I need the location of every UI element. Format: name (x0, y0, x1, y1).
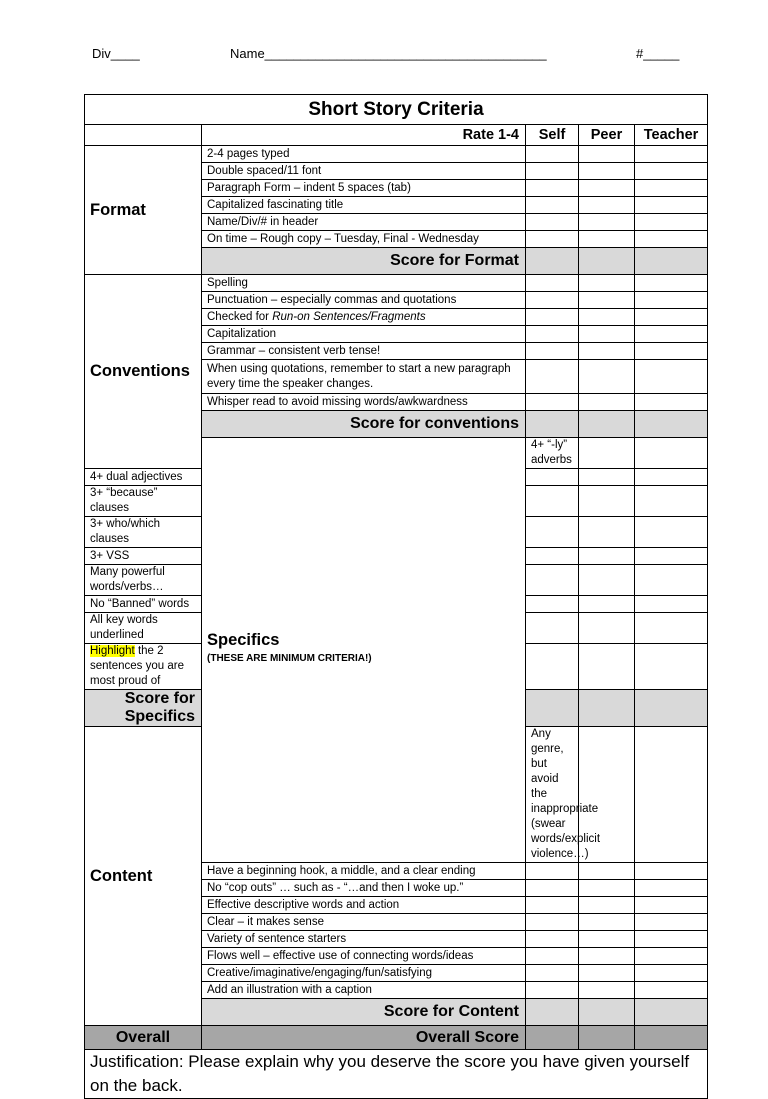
teacher-rating-cell[interactable] (635, 394, 708, 411)
format-category (85, 146, 202, 275)
specifics-category (202, 438, 526, 863)
blank-header-cell (85, 125, 202, 146)
self-rating-cell[interactable] (526, 613, 579, 644)
peer-rating-cell[interactable] (579, 197, 635, 214)
criterion-text: Spelling (202, 275, 526, 292)
peer-score-cell[interactable] (579, 411, 635, 438)
category-label: Conventions (90, 362, 190, 380)
self-rating-cell[interactable] (526, 644, 579, 690)
peer-rating-cell[interactable] (579, 914, 635, 931)
criterion-text: Effective descriptive words and action (202, 897, 526, 914)
criterion-text: Paragraph Form – indent 5 spaces (tab) (202, 180, 526, 197)
justification-text: Justification: Please explain why you deserve the score you have given yourself on the back. (85, 1050, 708, 1099)
self-rating-cell[interactable] (526, 914, 579, 931)
teacher-rating-cell[interactable] (635, 880, 708, 897)
teacher-rating-cell[interactable] (635, 309, 708, 326)
self-rating-cell[interactable] (526, 965, 579, 982)
teacher-score-cell[interactable] (635, 248, 708, 275)
peer-rating-cell[interactable] (579, 486, 635, 517)
teacher-rating-cell[interactable] (635, 197, 708, 214)
peer-rating-cell[interactable] (635, 727, 708, 863)
teacher-rating-cell[interactable] (635, 180, 708, 197)
criterion-text: 2-4 pages typed (202, 146, 526, 163)
peer-rating-cell[interactable] (579, 180, 635, 197)
category-label: Specifics (207, 631, 280, 649)
self-header: Self (526, 125, 579, 146)
criterion-text: Creative/imaginative/engaging/fun/satisfying (202, 965, 526, 982)
self-rating-cell[interactable] (526, 469, 579, 486)
score-label: Score for conventions (202, 411, 526, 438)
teacher-rating-cell[interactable] (635, 469, 708, 486)
criterion-text (202, 309, 526, 326)
teacher-rating-cell[interactable] (635, 360, 708, 394)
criterion-text: Have a beginning hook, a middle, and a clear ending (202, 863, 526, 880)
self-rating-cell[interactable] (526, 982, 579, 999)
category-note: (THESE ARE MINIMUM CRITERIA!) (207, 653, 372, 664)
peer-rating-cell[interactable] (579, 613, 635, 644)
teacher-rating-cell[interactable] (635, 163, 708, 180)
self-rating-cell[interactable] (526, 548, 579, 565)
peer-rating-cell[interactable] (579, 292, 635, 309)
teacher-rating-cell[interactable] (635, 343, 708, 360)
teacher-rating-cell[interactable] (635, 231, 708, 248)
self-rating-cell[interactable] (526, 880, 579, 897)
self-score-cell[interactable] (526, 999, 579, 1026)
teacher-rating-cell[interactable] (635, 596, 708, 613)
peer-rating-cell[interactable] (579, 360, 635, 394)
peer-rating-cell[interactable] (579, 214, 635, 231)
criterion-text-italic: Run-on Sentences/Fragments (272, 310, 426, 323)
conventions-category (85, 275, 202, 469)
self-rating-cell[interactable] (526, 231, 579, 248)
peer-rating-cell[interactable] (579, 965, 635, 982)
criterion-text: Grammar – consistent verb tense! (202, 343, 526, 360)
criterion-text: Punctuation – especially commas and quotations (202, 292, 526, 309)
content-category (85, 727, 202, 1026)
justification-row (85, 1050, 708, 1099)
peer-rating-cell[interactable] (635, 438, 708, 469)
criterion-text: Add an illustration with a caption (202, 982, 526, 999)
teacher-rating-cell[interactable] (635, 613, 708, 644)
self-score-cell[interactable] (526, 248, 579, 275)
criterion-text: Many powerful words/verbs… (85, 565, 202, 596)
criterion-text: 4+ dual adjectives (85, 469, 202, 486)
teacher-rating-cell[interactable] (635, 292, 708, 309)
self-rating-cell[interactable] (526, 897, 579, 914)
self-rating-cell[interactable] (526, 394, 579, 411)
score-label: Score for Specifics (85, 690, 202, 727)
teacher-rating-cell[interactable] (635, 914, 708, 931)
teacher-rating-cell[interactable] (635, 517, 708, 548)
self-rating-cell[interactable] (526, 948, 579, 965)
teacher-rating-cell[interactable] (635, 548, 708, 565)
overall-score-label: Overall Score (202, 1026, 526, 1050)
peer-rating-cell[interactable] (579, 343, 635, 360)
peer-rating-cell[interactable] (579, 326, 635, 343)
peer-rating-cell[interactable] (579, 880, 635, 897)
teacher-rating-cell[interactable] (635, 863, 708, 880)
teacher-rating-cell[interactable] (635, 644, 708, 690)
peer-rating-cell[interactable] (579, 309, 635, 326)
div-field[interactable]: Div____ (92, 46, 140, 61)
self-rating-cell[interactable] (526, 309, 579, 326)
self-score-cell[interactable] (526, 690, 579, 727)
self-rating-cell[interactable] (526, 275, 579, 292)
teacher-rating-cell[interactable] (635, 146, 708, 163)
criterion-text: All key words underlined (85, 613, 202, 644)
score-label: Score for Content (202, 999, 526, 1026)
teacher-score-cell[interactable] (635, 411, 708, 438)
self-rating-cell[interactable] (526, 931, 579, 948)
self-rating-cell[interactable] (526, 180, 579, 197)
peer-rating-cell[interactable] (579, 163, 635, 180)
self-rating-cell[interactable] (526, 292, 579, 309)
category-label: Content (90, 866, 153, 885)
peer-rating-cell[interactable] (579, 863, 635, 880)
self-rating-cell[interactable] (526, 565, 579, 596)
peer-rating-cell[interactable] (579, 146, 635, 163)
teacher-rating-cell[interactable] (635, 931, 708, 948)
peer-score-cell[interactable] (579, 690, 635, 727)
teacher-rating-cell[interactable] (635, 948, 708, 965)
peer-rating-cell[interactable] (579, 394, 635, 411)
self-rating-cell[interactable] (526, 596, 579, 613)
column-header-row (85, 125, 708, 146)
teacher-rating-cell[interactable] (635, 965, 708, 982)
teacher-score-cell[interactable] (635, 690, 708, 727)
self-rating-cell[interactable] (526, 486, 579, 517)
criterion-row (85, 146, 708, 163)
peer-rating-cell[interactable] (579, 548, 635, 565)
criterion-text: 4+ “-ly” adverbs (526, 438, 579, 469)
criterion-text: 3+ “because” clauses (85, 486, 202, 517)
peer-rating-cell[interactable] (579, 596, 635, 613)
peer-rating-cell[interactable] (579, 231, 635, 248)
self-rating-cell[interactable] (526, 197, 579, 214)
peer-rating-cell[interactable] (579, 931, 635, 948)
criterion-text-prefix: Checked for (207, 310, 273, 323)
category-label: Format (90, 200, 146, 219)
criterion-text-rest: the 2 sentences you are most proud of (90, 645, 184, 687)
criterion-text: Flows well – effective use of connecting words/ideas (202, 948, 526, 965)
peer-score-cell[interactable] (579, 999, 635, 1026)
title-row (85, 95, 708, 125)
rubric-table (84, 94, 708, 1099)
teacher-rating-cell[interactable] (635, 275, 708, 292)
self-rating-cell[interactable] (526, 326, 579, 343)
overall-label: Overall (85, 1026, 202, 1050)
peer-score-cell[interactable] (579, 248, 635, 275)
criterion-text: Double spaced/11 font (202, 163, 526, 180)
peer-rating-cell[interactable] (579, 275, 635, 292)
peer-rating-cell[interactable] (579, 469, 635, 486)
highlighted-word: Highlight (90, 645, 135, 657)
self-rating-cell[interactable] (526, 163, 579, 180)
teacher-rating-cell[interactable] (635, 897, 708, 914)
peer-rating-cell[interactable] (579, 948, 635, 965)
number-field[interactable]: #_____ (636, 46, 680, 61)
teacher-rating-cell[interactable] (635, 565, 708, 596)
teacher-rating-cell[interactable] (635, 486, 708, 517)
teacher-rating-cell[interactable] (635, 214, 708, 231)
peer-rating-cell[interactable] (579, 982, 635, 999)
criterion-text: Capitalized fascinating title (202, 197, 526, 214)
peer-overall-cell[interactable] (579, 1026, 635, 1050)
self-rating-cell[interactable] (526, 517, 579, 548)
teacher-rating-cell[interactable] (635, 982, 708, 999)
self-score-cell[interactable] (526, 411, 579, 438)
criterion-text: Clear – it makes sense (202, 914, 526, 931)
criterion-text: On time – Rough copy – Tuesday, Final - Wednesday (202, 231, 526, 248)
criterion-text: When using quotations, remember to start a new paragraph every time the speaker changes. (202, 360, 526, 394)
peer-rating-cell[interactable] (579, 897, 635, 914)
criterion-text: Whisper read to avoid missing words/awkwardness (202, 394, 526, 411)
peer-header: Peer (579, 125, 635, 146)
rate-header: Rate 1-4 (202, 125, 526, 146)
self-overall-cell[interactable] (526, 1026, 579, 1050)
overall-row (85, 1026, 708, 1050)
teacher-overall-cell[interactable] (635, 1026, 708, 1050)
self-rating-cell[interactable] (526, 146, 579, 163)
self-rating-cell[interactable] (579, 438, 635, 469)
name-field[interactable]: Name_______________________________________ (230, 46, 547, 61)
teacher-score-cell[interactable] (635, 999, 708, 1026)
criterion-row (85, 275, 708, 292)
self-rating-cell[interactable] (526, 863, 579, 880)
peer-rating-cell[interactable] (579, 644, 635, 690)
criterion-text: Name/Div/# in header (202, 214, 526, 231)
teacher-header: Teacher (635, 125, 708, 146)
teacher-rating-cell[interactable] (635, 326, 708, 343)
criterion-text: Capitalization (202, 326, 526, 343)
peer-rating-cell[interactable] (579, 517, 635, 548)
self-rating-cell[interactable] (526, 214, 579, 231)
peer-rating-cell[interactable] (579, 565, 635, 596)
criterion-text: 3+ VSS (85, 548, 202, 565)
criterion-text: 3+ who/which clauses (85, 517, 202, 548)
criterion-text (85, 644, 202, 690)
score-label: Score for Format (202, 248, 526, 275)
self-rating-cell[interactable] (526, 343, 579, 360)
self-rating-cell[interactable] (526, 360, 579, 394)
criterion-text: Variety of sentence starters (202, 931, 526, 948)
rubric-title: Short Story Criteria (85, 95, 708, 125)
criterion-text: No “Banned” words (85, 596, 202, 613)
criterion-text: Any genre, but avoid the inappropriate (swear words/explicit violence…) (526, 727, 579, 863)
criterion-text: No “cop outs” … such as - “…and then I woke up.” (202, 880, 526, 897)
